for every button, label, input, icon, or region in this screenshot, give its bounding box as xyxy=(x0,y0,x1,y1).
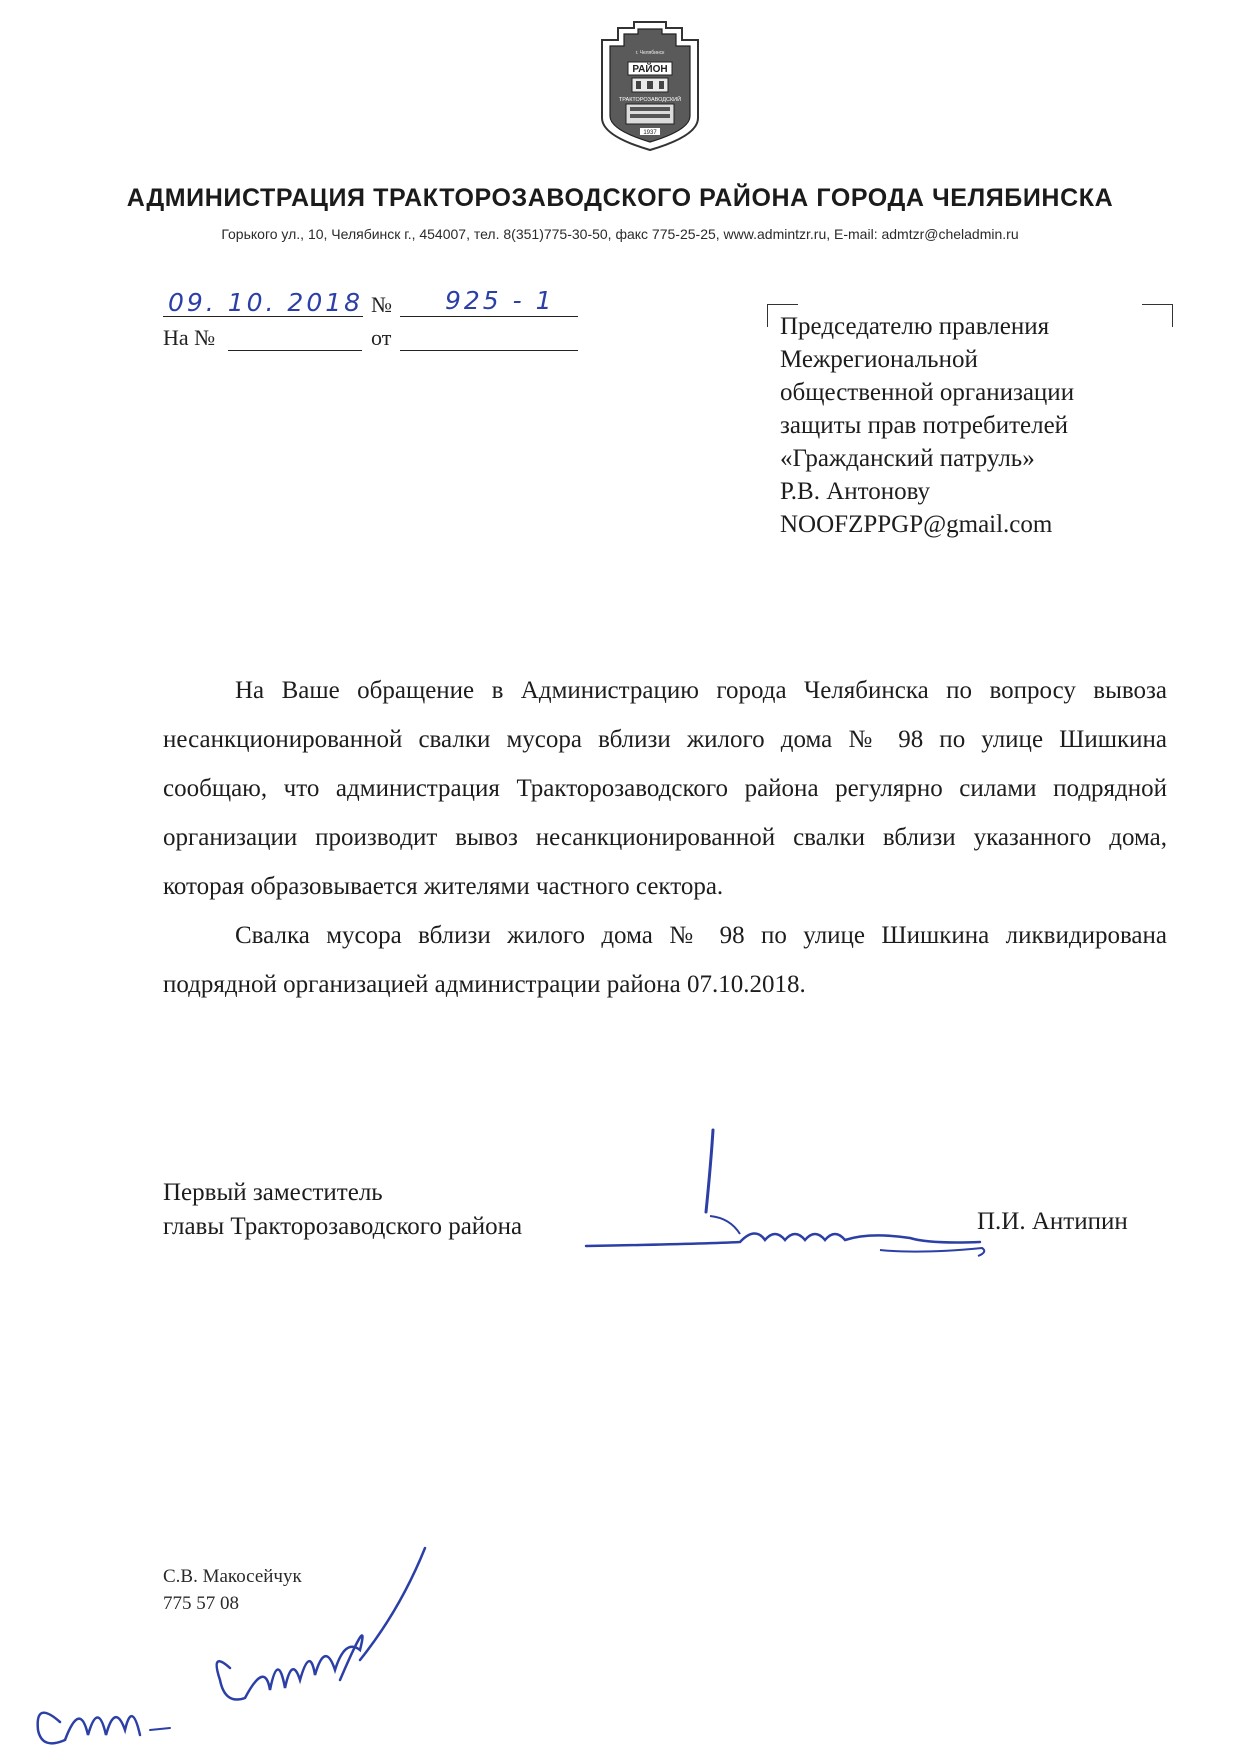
addressee-line: Межрегиональной xyxy=(780,346,978,373)
organization-address: Горького ул., 10, Челябинск г., 454007, тел. 8(351)775-30-50, факс 775-25-25, www.admintzr.ru, E-mail: admtzr@cheladmin.ru xyxy=(221,226,1019,242)
outgoing-number: 925 - 1 xyxy=(445,286,555,315)
body-paragraph: На Ваше обращение в Администрацию города Челябинска по вопросу вывоза несанкционированной свалки мусора вблизи жилого дома № 98 по улице Шишкина сообщаю, что администрация Тракторозаводского района регулярно силами подрядной организации производит вывоз несанкционированной свалки вблизи указанного дома, которая образовывается жителями частного сектора. xyxy=(163,677,1167,900)
signatory-title xyxy=(163,1176,522,1244)
svg-text:ТРАКТОРОЗАВОДСКИЙ: ТРАКТОРОЗАВОДСКИЙ xyxy=(618,97,682,103)
addressee-email: NOOFZPPGP@gmail.com xyxy=(780,511,1053,538)
addressee-line: общественной организации xyxy=(780,379,1075,406)
incoming-from-underline xyxy=(400,350,578,351)
date-underline xyxy=(163,316,363,317)
executor-phone: 775 57 08 xyxy=(163,1593,239,1614)
addressee-line: защиты прав потребителей xyxy=(780,412,1069,439)
svg-text:1937: 1937 xyxy=(643,130,657,136)
addressee-line: Р.В. Антонову xyxy=(780,478,931,505)
number-label: № xyxy=(371,292,392,317)
district-emblem-logo xyxy=(590,18,710,154)
handwritten-signature xyxy=(580,1122,1000,1262)
outgoing-date: 09. 10. 2018 xyxy=(168,288,364,317)
handwritten-initials xyxy=(20,1530,440,1754)
incoming-number-underline xyxy=(228,350,362,351)
executor-name: С.В. Макосейчук xyxy=(163,1566,302,1587)
addressee-block xyxy=(780,310,1200,541)
svg-text:г. Челябинск: г. Челябинск xyxy=(635,50,665,56)
body-paragraph: Свалка мусора вблизи жилого дома № 98 по улице Шишкина ликвидирована подрядной организацией администрации района 07.10.2018. xyxy=(163,922,1167,998)
organization-name: АДМИНИСТРАЦИЯ ТРАКТОРОЗАВОДСКОГО РАЙОНА ГОРОДА ЧЕЛЯБИНСКА xyxy=(126,184,1114,212)
signatory-name: П.И. Антипин xyxy=(977,1208,1128,1235)
signatory-title-line-2: главы Тракторозаводского района xyxy=(163,1213,523,1240)
signatory-title-line-1: Первый заместитель xyxy=(163,1179,383,1206)
svg-text:РАЙОН: РАЙОН xyxy=(632,64,668,75)
addressee-line: Председателю правления xyxy=(780,313,1050,340)
letter-body xyxy=(163,666,1167,1009)
incoming-from-label: от xyxy=(371,325,392,350)
number-underline xyxy=(400,316,578,317)
incoming-number-label: На № xyxy=(163,325,216,350)
addressee-line: «Гражданский патруль» xyxy=(780,445,1035,472)
